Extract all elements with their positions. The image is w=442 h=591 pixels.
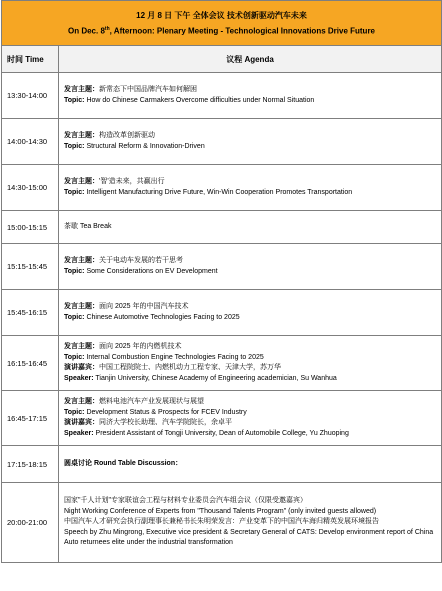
agenda-cell: [59, 73, 442, 119]
theme-text: 面向 2025 年的中国汽车技术: [99, 303, 189, 310]
time-cell: 16:15-16:45: [2, 336, 59, 391]
topic-label: Topic:: [64, 188, 85, 196]
agenda-cell: [59, 165, 442, 211]
topic-label: Topic:: [64, 142, 85, 150]
theme-text: 新常态下中国品牌汽车如何解困: [99, 86, 197, 93]
title-en-suffix: , Afternoon: Plenary Meeting - Technological Innovations Drive Future: [109, 26, 375, 36]
time-cell: 14:30-15:00: [2, 165, 59, 211]
table-row: [2, 165, 442, 211]
agenda-cell: [59, 290, 442, 336]
speaker-line: [64, 429, 436, 440]
topic-label: Topic:: [64, 408, 85, 416]
time-cell: 15:00-15:15: [2, 211, 59, 244]
speaker-text: President Assistant of Tongji University, Dean of Automobile College, Yu Zhuoping: [95, 429, 349, 437]
topic-text: Internal Combustion Engine Technologies Facing to 2025: [86, 353, 264, 361]
table-row: [2, 391, 442, 446]
speech-line-en: Speech by Zhu Mingrong, Executive vice president & Secretary General of CATS: Develop environment report of China Auto returnees elite under the industrial transformation: [64, 528, 434, 547]
title-en-superscript: th: [104, 25, 110, 32]
theme-line: [64, 397, 436, 408]
theme-label: 发言主题：: [64, 178, 99, 185]
theme-line: [64, 256, 436, 267]
topic-label: Topic:: [64, 353, 85, 361]
time-cell: 15:15-15:45: [2, 244, 59, 290]
speaker-label: Speaker:: [64, 374, 94, 382]
table-row: [2, 336, 442, 391]
table-row: [2, 211, 442, 244]
evening-line-en: Night Working Conference of Experts from "Thousand Talents Program" (only invited guests allowed): [64, 507, 377, 515]
time-cell: 20:00-21:00: [2, 483, 59, 563]
topic-label: Topic:: [64, 267, 85, 275]
table-row: [2, 119, 442, 165]
speaker-cn-text: 同济大学校长助理、汽车学院院长，余卓平: [99, 419, 232, 426]
table-row: [2, 483, 442, 563]
time-cell: 14:00-14:30: [2, 119, 59, 165]
topic-line: [64, 96, 436, 107]
topic-text: Some Considerations on EV Development: [86, 267, 218, 275]
time-cell: 13:30-14:00: [2, 73, 59, 119]
title-en-prefix: On Dec. 8: [68, 26, 105, 36]
topic-line: [64, 313, 436, 324]
round-table-text: 圆桌讨论 Round Table Discussion：: [64, 459, 183, 467]
theme-text: 燃料电池汽车产业发展现状与展望: [99, 398, 204, 405]
speech-line-cn: 中国汽车人才研究会执行副理事长兼秘书长朱明荣发言：产业变革下的中国汽车海归精英发展环境报告: [64, 518, 379, 526]
theme-label: 发言主题：: [64, 398, 99, 405]
table-row: [2, 73, 442, 119]
topic-line: [64, 267, 436, 278]
speaker-cn-text: 中国工程院院士、内燃机动力工程专家、天津大学，苏万华: [99, 364, 281, 371]
topic-label: Topic:: [64, 313, 85, 321]
theme-text: 构造改革创新驱动: [99, 132, 155, 139]
table-header: [2, 46, 442, 73]
theme-text: 面向 2025 年的内燃机技术: [99, 343, 182, 350]
agenda-cell: [59, 119, 442, 165]
time-cell: 15:45-16:15: [2, 290, 59, 336]
theme-label: 发言主题：: [64, 86, 99, 93]
topic-label: Topic:: [64, 96, 85, 104]
speaker-cn-line: [64, 418, 436, 429]
theme-line: [64, 131, 436, 142]
table-row: [2, 290, 442, 336]
theme-label: 发言主题：: [64, 303, 99, 310]
theme-line: [64, 85, 436, 96]
topic-text: Intelligent Manufacturing Drive Future, Win-Win Cooperation Promotes Transportation: [86, 188, 353, 196]
speaker-label: Speaker:: [64, 429, 94, 437]
theme-text: 关于电动车发展的若干思考: [99, 257, 183, 264]
agenda-cell: [59, 244, 442, 290]
theme-line: [64, 342, 436, 353]
speaker-cn-label: 演讲嘉宾：: [64, 364, 99, 371]
time-cell: 17:15-18:15: [2, 446, 59, 483]
topic-line: [64, 188, 436, 199]
speaker-cn-line: [64, 363, 436, 374]
agenda-cell: [59, 446, 442, 483]
table-row: [2, 244, 442, 290]
title-banner: [2, 1, 442, 46]
header-time: 时间 Time: [2, 46, 59, 73]
theme-label: 发言主题：: [64, 257, 99, 264]
title-cell: [2, 1, 442, 46]
topic-text: How do Chinese Carmakers Overcome difficulties under Normal Situation: [86, 96, 315, 104]
table-row: [2, 446, 442, 483]
theme-text: '智'造未来，共赢出行: [99, 178, 165, 185]
topic-text: Chinese Automotive Technologies Facing to 2025: [86, 313, 240, 321]
theme-label: 发言主题：: [64, 343, 99, 350]
topic-text: Structural Reform & Innovation-Driven: [86, 142, 205, 150]
evening-line-cn: 国家"千人计划"专家联谊会工程与材料专业委员会汽车组会议（仅限受邀嘉宾）: [64, 497, 307, 505]
speaker-cn-label: 演讲嘉宾：: [64, 419, 99, 426]
topic-text: Development Status & Prospects for FCEV Industry: [86, 408, 247, 416]
speaker-line: [64, 374, 436, 385]
agenda-cell: [59, 391, 442, 446]
agenda-cell: [59, 483, 442, 563]
theme-label: 发言主题：: [64, 132, 99, 139]
agenda-table: [1, 0, 442, 563]
tea-break-text: 茶歇 Tea Break: [64, 222, 112, 230]
theme-line: [64, 302, 436, 313]
header-agenda: 议程 Agenda: [59, 46, 442, 73]
agenda-cell: [59, 336, 442, 391]
topic-line: [64, 353, 436, 364]
agenda-cell: [59, 211, 442, 244]
title-chinese: 12 月 8 日 下午 全体会议 技术创新驱动汽车未来: [136, 10, 307, 20]
topic-line: [64, 408, 436, 419]
title-english: [7, 24, 436, 37]
time-cell: 16:45-17:15: [2, 391, 59, 446]
topic-line: [64, 142, 436, 153]
theme-line: [64, 177, 436, 188]
speaker-text: Tianjin University, Chinese Academy of Engineering academician, Su Wanhua: [95, 374, 337, 382]
